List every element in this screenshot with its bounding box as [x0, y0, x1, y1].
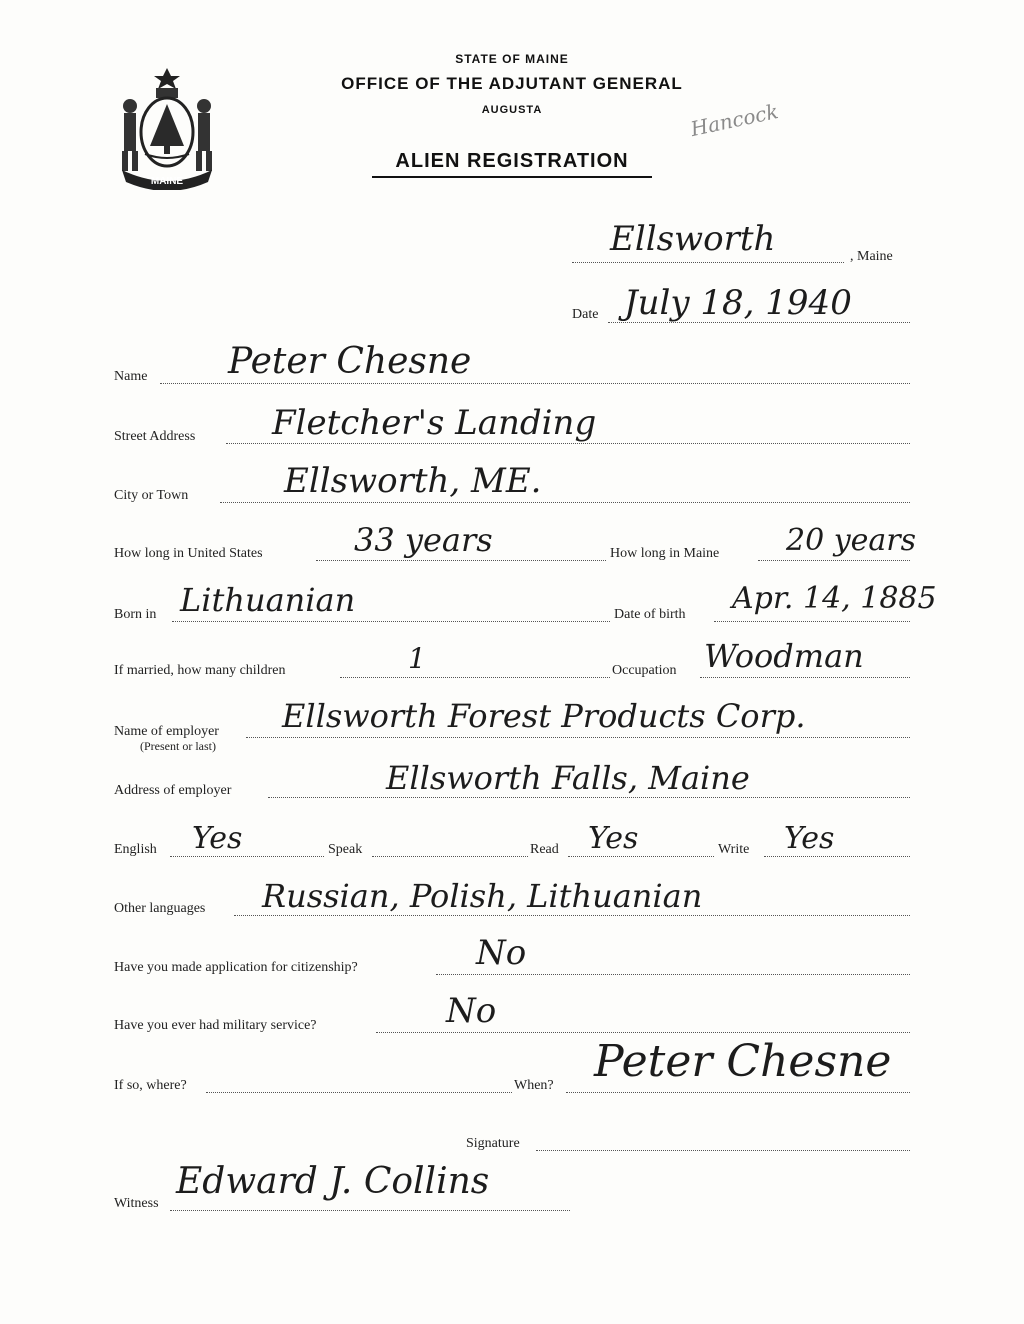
where-line — [206, 1092, 512, 1093]
read-label: Read — [530, 842, 559, 857]
children-line — [340, 677, 610, 678]
pencil-note: Hancock — [688, 99, 781, 141]
english-label: English — [114, 842, 157, 857]
street-line — [226, 443, 910, 444]
employer-line — [246, 737, 910, 738]
signature-label: Signature — [466, 1136, 520, 1151]
born-in-entry: Lithuanian — [180, 581, 356, 619]
citizenship-entry: No — [476, 933, 527, 973]
city-entry: Ellsworth, ME. — [284, 461, 542, 501]
where-label: If so, where? — [114, 1078, 187, 1093]
military-line — [376, 1032, 910, 1033]
maine-label: , Maine — [850, 249, 893, 264]
occupation-label: Occupation — [612, 663, 677, 678]
other-languages-label: Other languages — [114, 901, 206, 916]
witness-label: Witness — [114, 1196, 159, 1211]
other-languages-line — [234, 915, 910, 916]
street-label: Street Address — [114, 429, 196, 444]
write-entry: Yes — [784, 821, 835, 856]
how-long-us-label: How long in United States — [114, 546, 263, 561]
form-title: ALIEN REGISTRATION — [395, 150, 629, 172]
signature-entry: Peter Chesne — [594, 1036, 892, 1087]
city-line — [220, 502, 910, 503]
how-long-maine-line — [758, 560, 910, 561]
employer-label: Name of employer — [114, 724, 219, 739]
english-entry: Yes — [192, 821, 243, 856]
other-languages-entry: Russian, Polish, Lithuanian — [262, 877, 703, 915]
city-label: City or Town — [114, 488, 189, 503]
how-long-us-line — [316, 560, 606, 561]
town-line — [572, 262, 844, 263]
when-line — [566, 1092, 910, 1093]
occupation-line — [700, 677, 910, 678]
how-long-maine-label: How long in Maine — [610, 546, 720, 561]
signature-line — [536, 1150, 910, 1151]
header-city: AUGUSTA — [481, 104, 543, 116]
speak-line — [372, 856, 528, 857]
seal-banner-text: MAINE — [150, 176, 184, 187]
witness-entry: Edward J. Collins — [176, 1161, 490, 1202]
born-in-label: Born in — [114, 607, 157, 622]
how-long-us-entry: 33 years — [354, 521, 493, 559]
write-line — [764, 856, 910, 857]
date-entry: July 18, 1940 — [624, 283, 852, 323]
title-underline — [372, 176, 652, 178]
read-entry: Yes — [588, 821, 639, 856]
read-line — [568, 856, 714, 857]
military-entry: No — [446, 991, 497, 1031]
name-line — [160, 383, 910, 384]
street-entry: Fletcher's Landing — [272, 403, 597, 443]
header-office: OFFICE OF THE ADJUTANT GENERAL — [341, 74, 683, 93]
speak-label: Speak — [328, 842, 363, 857]
citizenship-line — [436, 974, 910, 975]
when-label: When? — [514, 1078, 554, 1093]
employer-sublabel: (Present or last) — [140, 739, 216, 753]
dob-label: Date of birth — [614, 607, 686, 622]
town-entry: Ellsworth — [610, 219, 776, 259]
occupation-entry: Woodman — [704, 637, 864, 675]
name-entry: Peter Chesne — [228, 341, 472, 382]
employer-entry: Ellsworth Forest Products Corp. — [282, 697, 806, 735]
date-label: Date — [572, 307, 599, 322]
write-label: Write — [718, 842, 750, 857]
how-long-maine-entry: 20 years — [786, 523, 917, 558]
born-in-line — [172, 621, 610, 622]
header-state: STATE OF MAINE — [455, 52, 569, 66]
military-label: Have you ever had military service? — [114, 1018, 317, 1033]
employer-address-label: Address of employer — [114, 783, 232, 798]
employer-address-entry: Ellsworth Falls, Maine — [386, 759, 750, 797]
children-entry: 1 — [408, 642, 426, 675]
dob-entry: Apr. 14, 1885 — [732, 581, 937, 616]
witness-line — [170, 1210, 570, 1211]
dob-line — [714, 621, 910, 622]
employer-address-line — [268, 797, 910, 798]
citizenship-label: Have you made application for citizenship? — [114, 960, 358, 975]
name-label: Name — [114, 369, 148, 384]
children-label: If married, how many children — [114, 663, 286, 678]
english-line — [170, 856, 324, 857]
